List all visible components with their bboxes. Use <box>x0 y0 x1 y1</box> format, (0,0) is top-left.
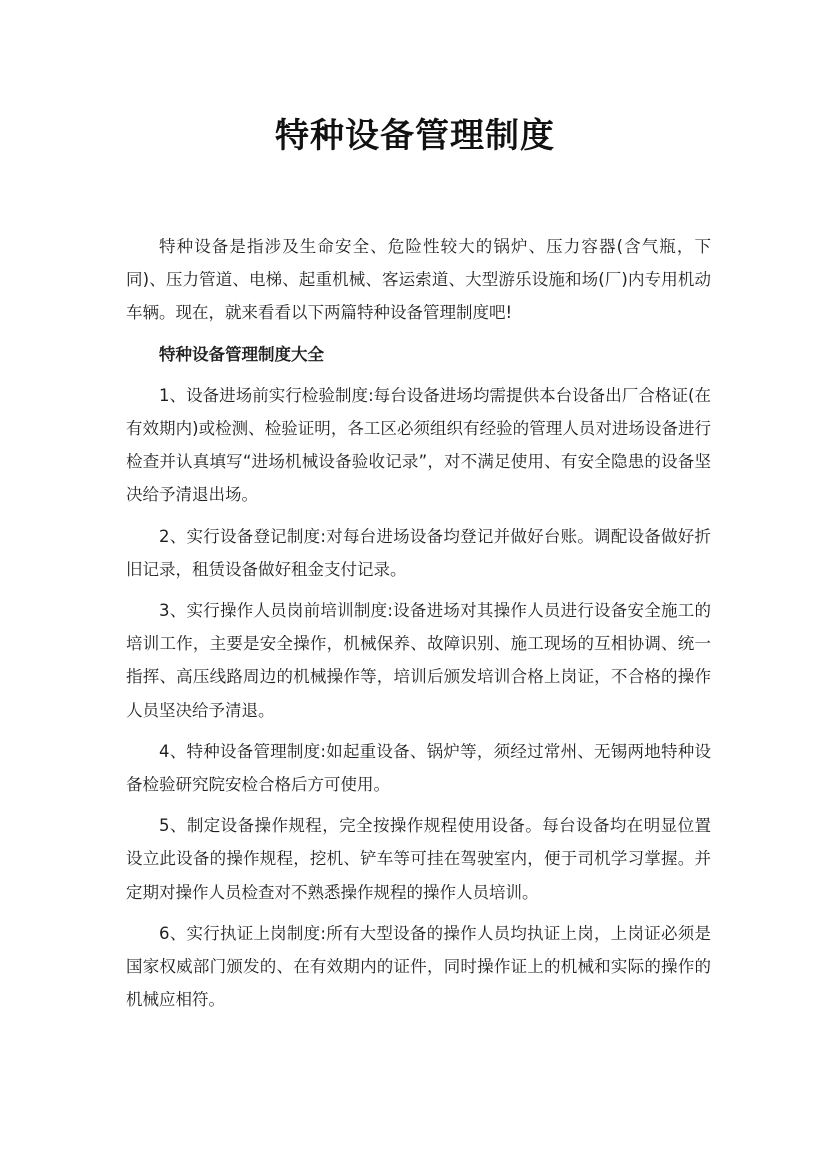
intro-paragraph: 特种设备是指涉及生命安全、危险性较大的锅炉、压力容器(含气瓶，下同)、压力管道、电梯、起重机械、客运索道、大型游乐设施和场(厂)内专用机动车辆。现在，就来看看以下两篇特种设备管理制度吧! <box>126 237 711 323</box>
list-item: 4、特种设备管理制度:如起重设备、锅炉等，须经过常州、无锡两地特种设备检验研究院安检合格后方可使用。 <box>126 741 711 795</box>
list-item: 6、实行执证上岗制度:所有大型设备的操作人员均执证上岗，上岗证必须是国家权威部门颁发的、在有效期内的证件，同时操作证上的机械和实际的操作的机械应相符。 <box>126 923 711 1010</box>
list-item: 5、制定设备操作规程，完全按操作规程使用设备。每台设备均在明显位置设立此设备的操作规程，挖机、铲车等可挂在驾驶室内，便于司机学习掌握。并定期对操作人员检查对不熟悉操作规程的操作人员培训。 <box>126 816 711 902</box>
document-title: 特种设备管理制度 <box>275 116 555 156</box>
document-body <box>126 230 711 1024</box>
section-heading: 特种设备管理制度大全 <box>159 344 324 364</box>
list-item: 2、实行设备登记制度:对每台进场设备均登记并做好台账。调配设备做好折旧记录，租赁设备做好租金支付记录。 <box>126 526 711 579</box>
list-item: 1、设备进场前实行检验制度:每台设备进场均需提供本台设备出厂合格证(在有效期内)或检测、检验证明，各工区必须组织有经验的管理人员对进场设备进行检查并认真填写“进场机械设备验收记录”，对不满足使用、有安全隐患的设备坚决给予清退出场。 <box>126 385 711 505</box>
list-item: 3、实行操作人员岗前培训制度:设备进场对其操作人员进行设备安全施工的培训工作，主要是安全操作，机械保养、故障识别、施工现场的互相协调、统一指挥、高压线路周边的机械操作等，培训后颁发培训合格上岗证，不合格的操作人员坚决给予清退。 <box>126 601 711 720</box>
